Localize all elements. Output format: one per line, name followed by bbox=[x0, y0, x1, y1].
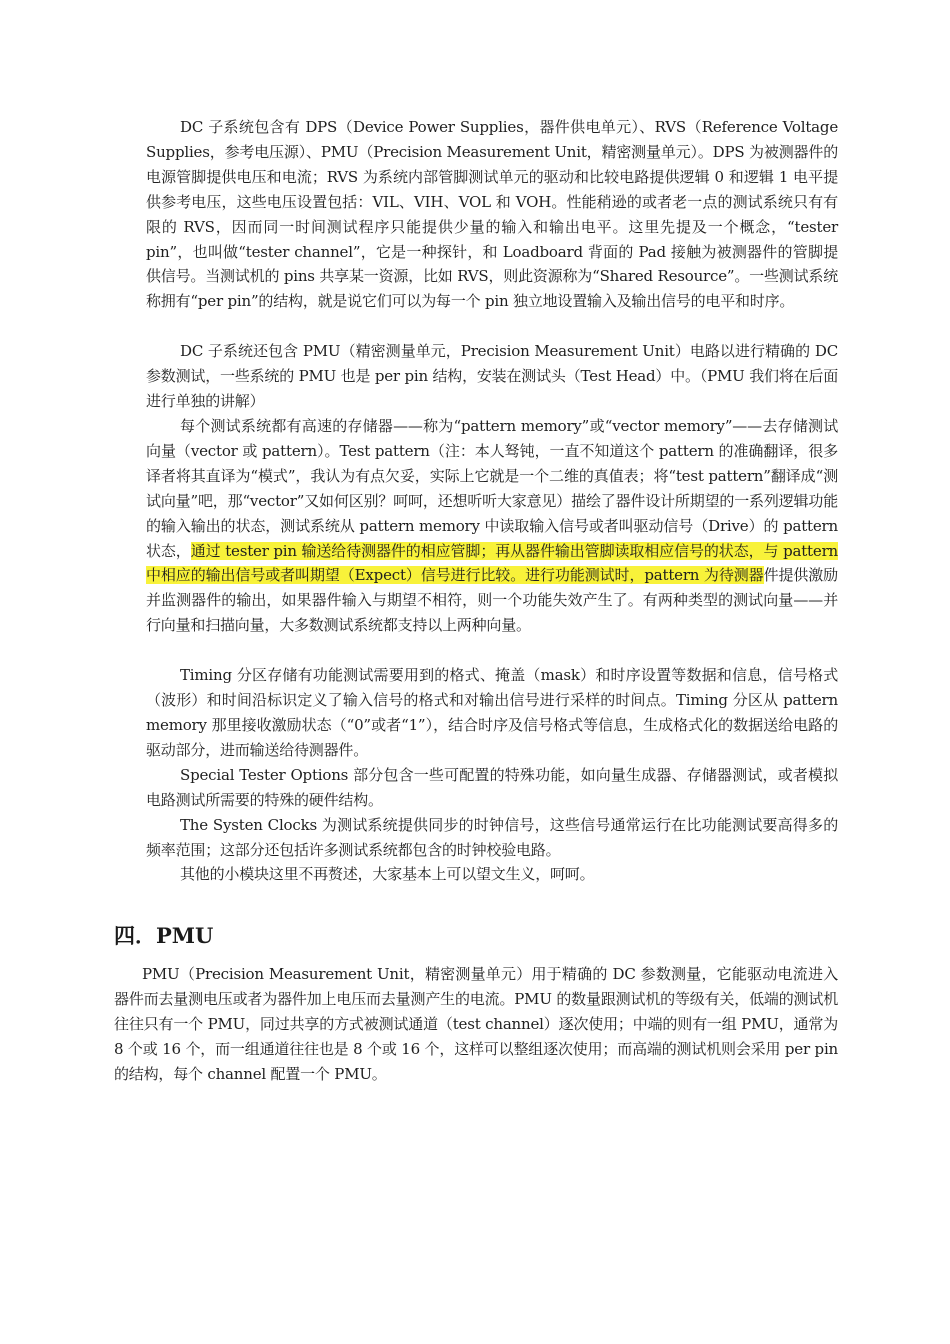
paragraph-text: 每个测试系统都有高速的存储器——称为“pattern memory”或“vector memory”——去存储测试向量（vector 或 pattern）。Test pattern（注：本人驽钝，一直不知道这个 pattern 的准确翻译，很多译者将其直译为“模式”，我认为有点欠妥，实际上它就是一个二维的真值表；将“test pattern”翻译成“测试向量”吧，那“vector”又如何区别？呵呵，还想听听大家意见）描绘了器件设计所期望的一系列逻辑功能的输入输出的状态，测试系统从 pattern memory 中读取输入信号或者叫驱动信号（Drive）的 pattern 状态， bbox=[146, 417, 838, 560]
paragraph-text: PMU（Precision Measurement Unit，精密测量单元）用于精确的 DC 参数测量，它能驱动电流进入器件而去量测电压或者为器件加上电压而去量测产生的电流。PMU 的数量跟测试机的等级有关，低端的测试机往往只有一个 PMU，同过共享的方式被测试通道（test channel）逐次使用；中端的则有一组 PMU，通常为 8 个或 16 个，而一组通道往往也是 8 个或 16 个，这样可以整组逐次使用；而高端的测试机则会采用 per pin 的结构，每个 channel 配置一个 PMU。 bbox=[114, 965, 838, 1083]
paragraph-pattern-memory bbox=[146, 414, 838, 638]
paragraph-text: Special Tester Options 部分包含一些可配置的特殊功能，如向量生成器、存储器测试，或者模拟电路测试所需要的特殊的硬件结构。 bbox=[146, 766, 838, 809]
paragraph-special-options bbox=[146, 763, 838, 813]
highlighted-text: 通过 tester pin 输送给待测器件的相应管脚；再从器件输出管脚读取相应信号的状态，与 pattern 中相应的输出信号或者叫期望（Expect）信号进行比较。进行功能测试时，pattern 为待测器 bbox=[146, 541, 838, 585]
paragraph-text: 其他的小模块这里不再赘述，大家基本上可以望文生义，呵呵。 bbox=[180, 865, 595, 883]
paragraph-dc-subsystem bbox=[146, 115, 838, 314]
paragraph-system-clocks bbox=[146, 813, 838, 863]
paragraph-text: Timing 分区存储有功能测试需要用到的格式、掩盖（mask）和时序设置等数据和信息，信号格式（波形）和时间沿标识定义了输入信号的格式和对输出信号进行采样的时间点。Timing 分区从 pattern memory 那里接收激励状态（“0”或者“1”），结合时序及信号格式等信息，生成格式化的数据送给电路的驱动部分，进而输送给待测器件。 bbox=[146, 666, 838, 759]
paragraph-other-modules bbox=[146, 862, 838, 887]
paragraph-dc-pmu bbox=[146, 339, 838, 414]
paragraph-text: The Systen Clocks 为测试系统提供同步的时钟信号，这些信号通常运行在比功能测试要高得多的频率范围；这部分还包括许多测试系统都包含的时钟校验电路。 bbox=[146, 816, 838, 859]
paragraph-timing bbox=[146, 663, 838, 763]
paragraph-text: 件提供激励并监测器件的输出，如果器件输入与期望不相符，则一个功能失效产生了。有两种类型的测试向量——并行向量和扫描向量，大多数测试系统都支持以上两种向量。 bbox=[146, 566, 838, 635]
section-heading-pmu: 四．PMU bbox=[114, 923, 214, 948]
paragraph-text: DC 子系统包含有 DPS（Device Power Supplies，器件供电单元）、RVS（Reference Voltage Supplies，参考电压源）、PMU（Precision Measurement Unit，精密测量单元）。DPS 为被测器件的电源管脚提供电压和电流；RVS 为系统内部管脚测试单元的驱动和比较电路提供逻辑 0 和逻辑 1 电平提供参考电压，这些电压设置包括：VIL、VIH、VOL 和 VOH。性能稍逊的或者老一点的测试系统只有有限的 RVS，因而同一时间测试程序只能提供少量的输入和输出电平。这里先提及一个概念，“tester pin”，也叫做“tester channel”，它是一种探针，和 Loadboard 背面的 Pad 接触为被测器件的管脚提供信号。当测试机的 pins 共享某一资源，比如 RVS，则此资源称为“Shared Resource”。一些测试系统称拥有“per pin”的结构，就是说它们可以为每一个 pin 独立地设置输入及输出信号的电平和时序。 bbox=[146, 118, 838, 311]
paragraph-text: DC 子系统还包含 PMU（精密测量单元，Precision Measurement Unit）电路以进行精确的 DC 参数测试，一些系统的 PMU 也是 per pin 结构，安装在测试头（Test Head）中。（PMU 我们将在后面进行单独的讲解） bbox=[146, 342, 838, 410]
paragraph-pmu-description bbox=[114, 962, 838, 1087]
